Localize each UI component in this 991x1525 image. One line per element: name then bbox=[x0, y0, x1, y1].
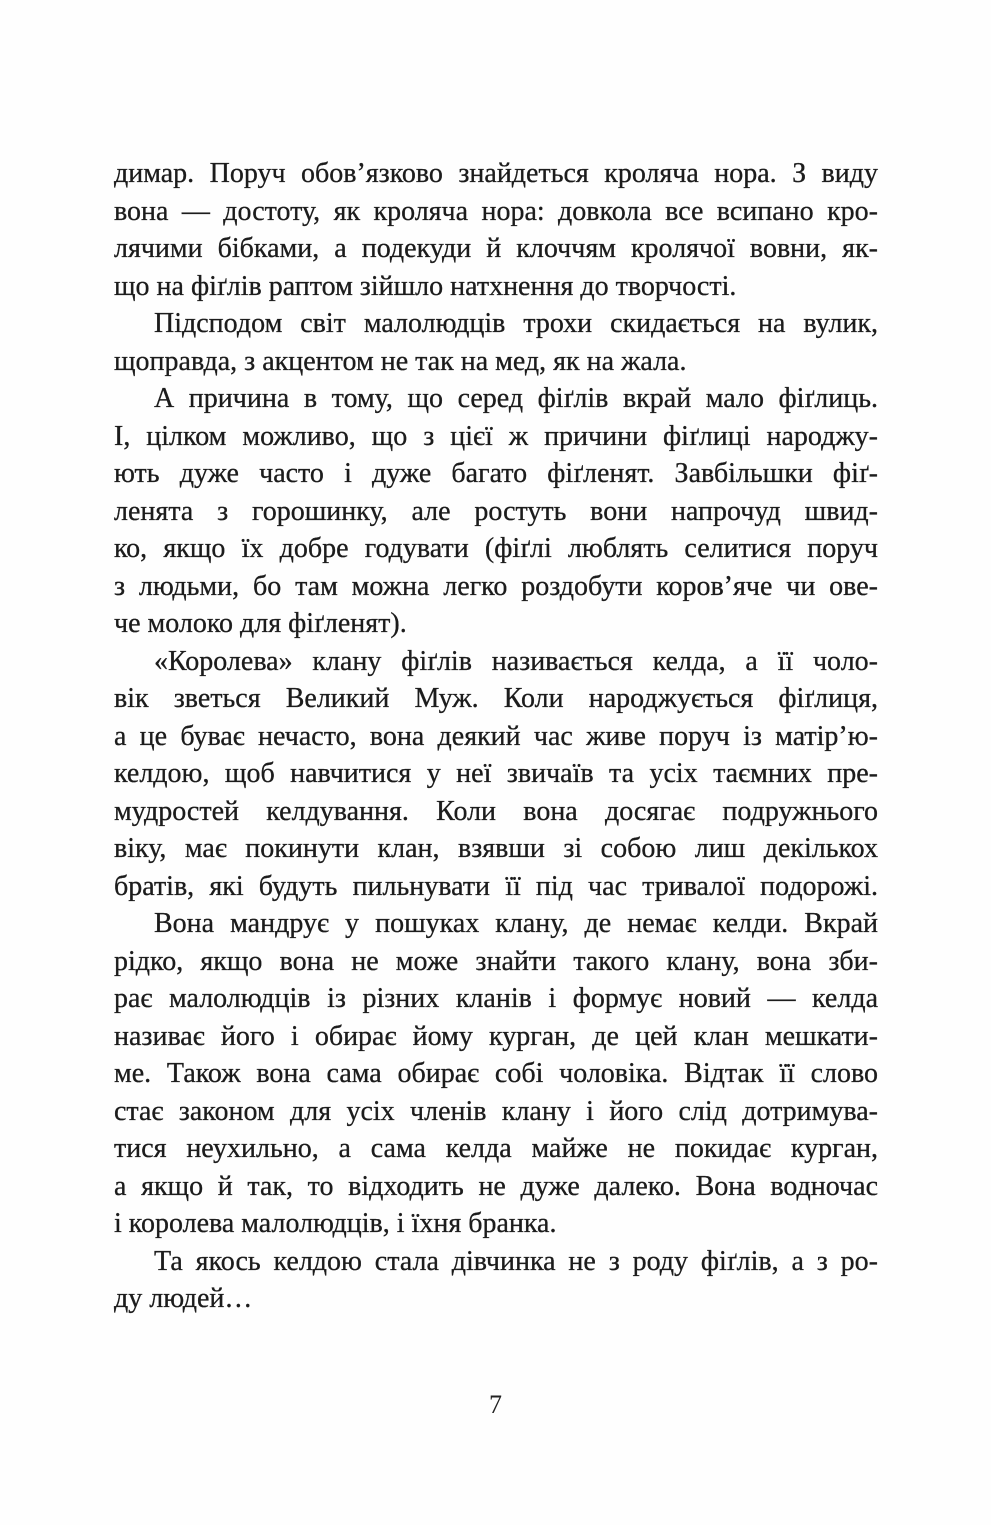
text-line: ють дуже часто і дуже багато фіґленят. Завбільшки фіґ- bbox=[114, 458, 878, 489]
text-line: келдою, щоб навчитися у неї звичаїв та усіх таємних пре- bbox=[114, 758, 878, 789]
text-line: ко, якщо їх добре годувати (фіґлі люблять селитися поруч bbox=[114, 533, 878, 564]
text-line: віку, має покинути клан, взявши зі собою лиш декількох bbox=[114, 833, 878, 864]
text-line: че молоко для фіґленят). bbox=[114, 608, 407, 639]
text-line: ду людей… bbox=[114, 1283, 253, 1314]
text-line: вік зветься Великий Муж. Коли народжується фіґлиця, bbox=[114, 683, 878, 714]
text-line: що на фіґлів раптом зійшло натхнення до творчості. bbox=[114, 270, 737, 302]
text-line: стає законом для усіх членів клану і його слід дотримува- bbox=[114, 1095, 878, 1127]
text-line: «Королева» клану фіґлів називається келда, а її чоло- bbox=[154, 645, 878, 677]
text-line: а якщо й так, то відходить не дуже далеко. Вона водночас bbox=[114, 1170, 878, 1202]
text-line: мудростей келдування. Коли вона досягає подружнього bbox=[114, 795, 878, 827]
text-line: братів, які будуть пильнувати її під час тривалої подорожі. bbox=[114, 870, 878, 902]
text-line: І, цілком можливо, що з цієї ж причини фіґлиці народжу- bbox=[114, 420, 878, 452]
text-line: тися неухильно, а сама келда майже не покидає курган, bbox=[114, 1133, 878, 1164]
text-line: А причина в тому, що серед фіґлів вкрай мало фіґлиць. bbox=[154, 383, 878, 414]
text-line: щоправда, з акцентом не так на мед, як на жала. bbox=[114, 345, 687, 377]
text-line: а це буває нечасто, вона деякий час живе поруч із матір’ю- bbox=[114, 720, 878, 752]
page-text bbox=[114, 155, 878, 1318]
text-line: рідко, якщо вона не може знайти такого клану, вона зби- bbox=[114, 945, 878, 977]
text-line: називає його і обирає йому курган, де цей клан мешкати- bbox=[114, 1020, 878, 1052]
text-line: Та якось келдою стала дівчинка не з роду фіґлів, а з ро- bbox=[154, 1245, 878, 1277]
text-line: лячими бібками, а подекуди й клоччям кролячої вовни, як- bbox=[114, 233, 878, 264]
text-line: Вона мандрує у пошуках клану, де немає келди. Вкрай bbox=[154, 908, 878, 939]
text-line: вона — достоту, як кроляча нора: довкола все всипано кро- bbox=[114, 195, 878, 227]
text-line: з людьми, бо там можна легко роздобути коров’яче чи ове- bbox=[114, 570, 878, 602]
text-line: Підсподом світ малолюдців трохи скидається на вулик, bbox=[154, 308, 878, 339]
text-line: і королева малолюдців, і їхня бранка. bbox=[114, 1208, 557, 1239]
text-line: димар. Поруч обов’язково знайдеться кроляча нора. З виду bbox=[114, 158, 878, 189]
text-line: ленята з горошинку, але ростуть вони напрочуд швид- bbox=[114, 495, 878, 527]
text-line: ме. Також вона сама обирає собі чоловіка. Відтак її слово bbox=[114, 1058, 878, 1089]
text-line: рає малолюдців із різних кланів і формує новий — келда bbox=[114, 983, 878, 1014]
page-number: 7 bbox=[489, 1390, 502, 1419]
